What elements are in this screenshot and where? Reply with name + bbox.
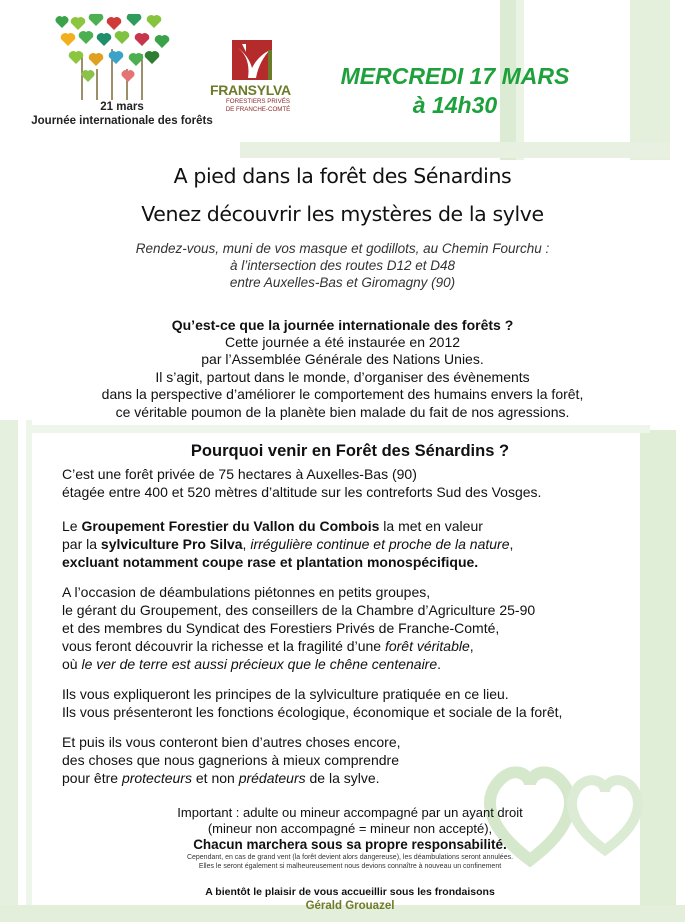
subtitle: Venez découvrir les mystères de la sylve [141, 202, 544, 226]
text-run: la met en valeur [379, 518, 483, 534]
text-run: prédateurs [238, 770, 306, 786]
text-run: et non [191, 770, 239, 786]
annulation-note: Cependant, en cas de grand vent (la forêt devient alors dangereuse), les déambulations seront annulées. [186, 854, 514, 861]
event-date-day: MERCREDI 17 MARS [340, 63, 570, 89]
text-run: excluant notamment coupe rase et plantation monospécifique. [62, 554, 479, 570]
text-run: irrégulière continue et proche de la nature [250, 536, 510, 552]
rendezvous-line: Rendez-vous, muni de vos masque et godillots, au Chemin Fourchu : [135, 241, 550, 256]
journee-text-line: Il s’agit, partout dans le monde, d’organiser des évènements [155, 369, 530, 385]
text-run: Le [62, 518, 82, 534]
rendezvous-line: à l’intersection des routes D12 et D48 [229, 258, 456, 273]
journee-text-line: ce véritable poumon de la planète bien malade du fait de nos agressions. [115, 404, 570, 420]
logo-caption-title: Journée internationale des forêts [31, 115, 213, 127]
deambulation-line [62, 637, 474, 655]
excluant-line [62, 553, 478, 571]
text-run: , [509, 536, 514, 552]
deambulation-line [62, 655, 441, 673]
deambulation-line: le gérant du Groupement, des conseillers de la Chambre d’Agriculture 25-90 [62, 602, 536, 618]
text-run: pour être [62, 770, 122, 786]
fransylva-subtitle-line: DE FRANCHE-COMTÉ [225, 106, 291, 113]
decorative-frame-bar [30, 425, 650, 433]
pourquoi-text-line: C’est une forêt privée de 75 hectares à Auxelles-Bas (90) [62, 466, 417, 482]
conteront-line: Et puis ils vous conteront bien d’autres choses encore, [62, 734, 401, 750]
text-run: forêt véritable [384, 638, 470, 654]
expliqueront-line: Ils vous expliqueront les principes de la sylviculture pratiquée en ce lieu. [62, 686, 509, 702]
logo-caption [4, 100, 240, 128]
important-line: (mineur non accompagné = mineur non accepté), [207, 821, 493, 836]
text-run: vous feront découvrir la richesse et la fragilité d’une [62, 638, 385, 654]
decorative-frame-bar [240, 142, 670, 158]
expliqueront-line: Ils vous présenteront les fonctions écologique, économique et sociale de la forêt, [62, 704, 563, 720]
sylviculture-name: sylviculture Pro Silva [100, 536, 243, 552]
pourquoi-text-line: étagée entre 400 et 520 mètres d’altitude sur les contreforts Sud des Vosges. [62, 484, 542, 500]
section-heading-pourquoi: Pourquoi venir en Forêt des Sénardins ? [190, 442, 510, 460]
deambulation-line: et des membres du Syndicat des Forestiers Privés de Franche-Comté, [62, 620, 500, 636]
text-run: , [469, 638, 474, 654]
section-heading-journee: Qu’est-ce que la journée internationale des forêts ? [171, 317, 514, 333]
event-date [300, 62, 610, 120]
conteront-line: des choses que nous gagnerions à mieux comprendre [62, 752, 399, 768]
sylviculture-line [62, 535, 513, 553]
deambulation-line: A l’occasion de déambulations piétonnes en petits groupes, [62, 584, 431, 600]
logo-caption-date: 21 mars [100, 101, 144, 113]
main-title: A pied dans la forêt des Sénardins [173, 164, 512, 188]
decorative-frame-bar [630, 0, 670, 160]
journee-text-line: dans la perspective d’améliorer le comportement des humains envers la forêt, [101, 386, 584, 402]
responsabilite-line: Chacun marchera sous sa propre responsabilité. [193, 837, 507, 852]
groupement-name: Groupement Forestier du Vallon du Combois [81, 518, 380, 534]
text-run: de la sylve. [305, 770, 380, 786]
journee-text-line: par l’Assemblée Générale des Nations Unies. [201, 351, 484, 367]
text-run: le ver de terre est aussi précieux que le chêne centenaire [81, 656, 438, 672]
journee-forets-logo-icon [42, 14, 182, 102]
conteront-line [62, 769, 380, 787]
rendezvous-line: entre Auxelles-Bas et Giromagny (90) [229, 275, 456, 290]
text-run: où [62, 656, 82, 672]
fransylva-subtitle [218, 98, 298, 114]
event-date-time: à 14h30 [412, 92, 498, 118]
fransylva-name: FRANSYLVA [210, 82, 291, 98]
signature: Gérald Grouazel [305, 900, 395, 912]
text-run: par la [62, 536, 101, 552]
journee-text-line: Cette journée a été instaurée en 2012 [224, 334, 461, 350]
text-run: , [242, 536, 251, 552]
closing-line: A bientôt le plaisir de vous accueillir sous les frondaisons [205, 886, 495, 898]
text-run: . [437, 656, 442, 672]
confinement-note: Elles le seront également si malheureusement nous devions connaître à nouveau un confinement [198, 863, 502, 870]
text-run: protecteurs [121, 770, 192, 786]
groupement-line [62, 517, 483, 535]
important-line: Important : adulte ou mineur accompagné par un ayant droit [177, 805, 523, 820]
fransylva-subtitle-line: FORESTIERS PRIVÉS [226, 98, 290, 105]
